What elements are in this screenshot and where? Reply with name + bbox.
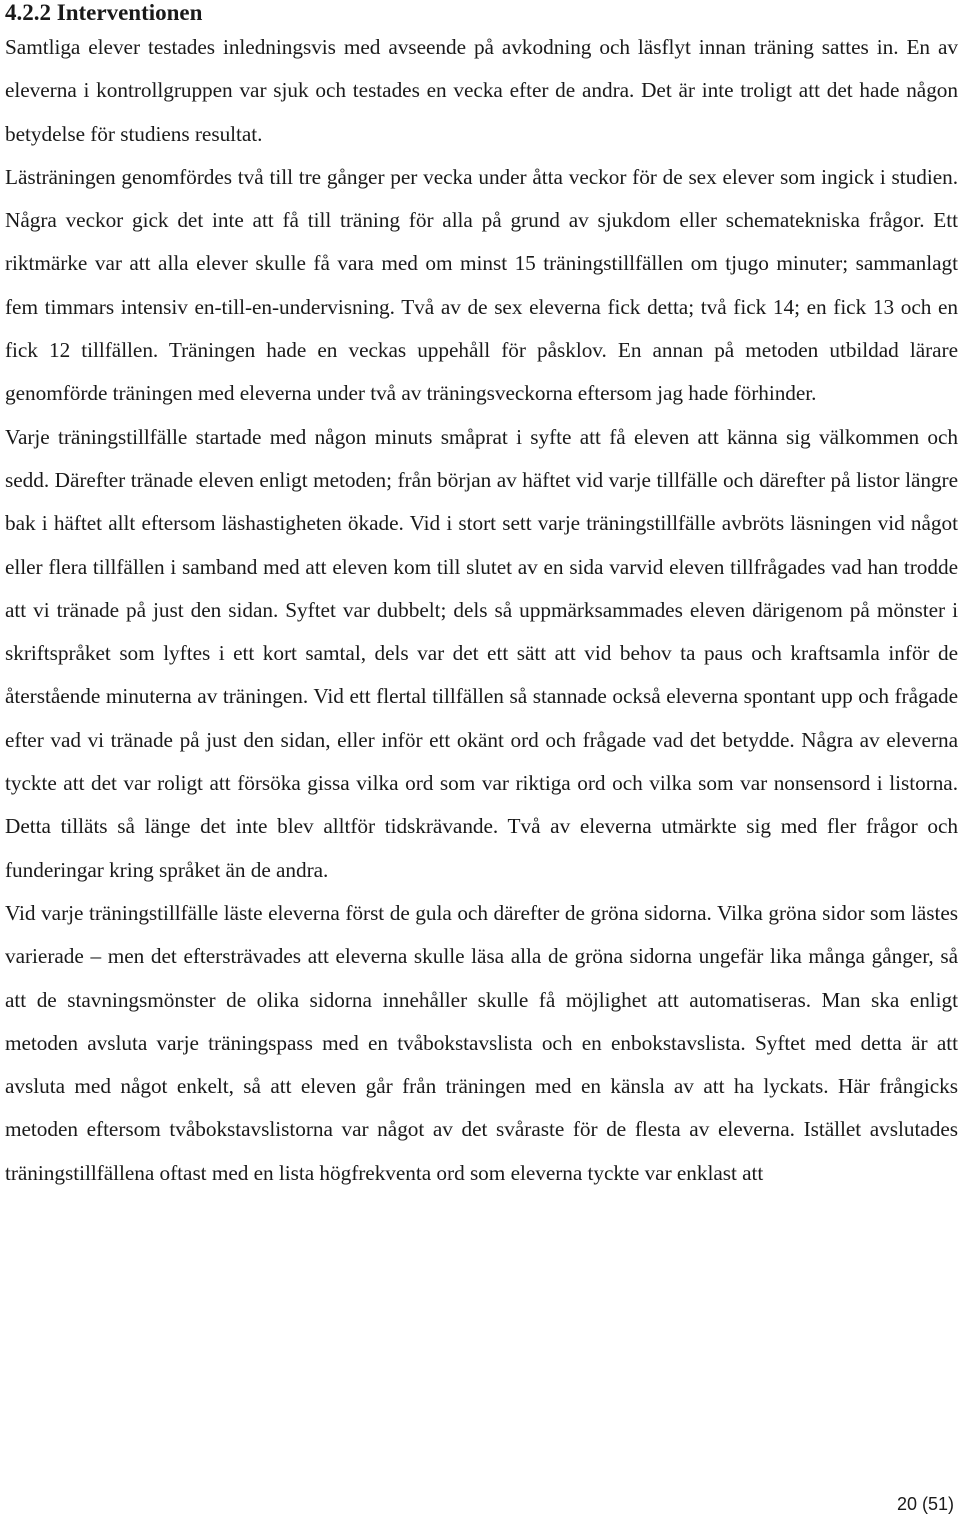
paragraph-intro: Samtliga elever testades inledningsvis med avseende på avkodning och läsflyt innan träning sattes in. En av eleverna i kontrollgruppen var sjuk och testades en vecka efter de andra. Det är inte troligt att det hade någon betydelse för studiens resultat. [5, 35, 958, 146]
paragraph-training-schedule: Lästräningen genomfördes två till tre gånger per vecka under åtta veckor för de sex elever som ingick i studien. Några veckor gick det inte att få till träning för alla på grund av sjukdom eller schematekniska frågor. Ett riktmärke var att alla elever skulle få vara med om minst 15 träningstillfällen om tjugo minuter; sammanlagt fem timmars intensiv en-till-en-undervisning. Två av de sex eleverna fick detta; två fick 14; en fick 13 och en fick 12 tillfällen. Träningen hade en veckas uppehåll för påsklov. En annan på metoden utbildad lärare genomförde träningen med eleverna under två av träningsveckorna eftersom jag hade förhinder. [5, 164, 958, 406]
section-heading: 4.2.2 Interventionen [5, 0, 203, 25]
document-page [5, 0, 958, 1195]
page-number: 20 (51) [896, 1494, 954, 1514]
paragraph-session-structure: Varje träningstillfälle startade med någon minuts småprat i syfte att få eleven att känna sig välkommen och sedd. Därefter tränade eleven enligt metoden; från början av häftet vid varje tillfälle och därefter på listor längre bak i häftet allt eftersom läshastigheten ökade. Vid i stort sett varje träningstillfälle avbröts läsningen vid något eller flera tillfällen i samband med att eleven kom till slutet av en sida varvid eleven tillfrågades vad han trodde att vi tränade på just den sidan. Syftet var dubbelt; dels så uppmärksammades eleven därigenom på mönster i skriftspråket som lyftes i ett kort samtal, dels var det ett sätt att vid behov ta paus och kraftsamla inför de återstående minuterna av träningen. Vid ett flertal tillfällen så stannade också eleverna spontant upp och frågade efter vad vi tränade på just den sidan, eller inför ett okänt ord och frågade vad det betydde. Några av eleverna tyckte att det var roligt att försöka gissa vilka ord som var riktiga ord och vilka som var nonsensord i listorna. Detta tilläts så länge det inte blev alltför tidskrävande. Två av eleverna utmärkte sig med fler frågor och funderingar kring språket än de andra. [5, 424, 958, 882]
paragraph-reading-order: Vid varje träningstillfälle läste eleverna först de gula och därefter de gröna sidorna. Vilka gröna sidor som lästes varierade – men det eftersträvades att eleverna skulle läsa alla de gröna sidorna ungefär lika många gånger, så att de stavningsmönster de olika sidorna innehåller skulle få möjlighet att automatiseras. Man ska enligt metoden avsluta varje träningspass med en tvåbokstavslista och en enbokstavslista. Syftet med detta är att avsluta med något enkelt, så att eleven går från träningen med en känsla av att ha lyckats. Här frångicks metoden eftersom tvåbokstavslistorna var något av det svåraste för de flesta av eleverna. Istället avslutades träningstillfällena oftast med en lista högfrekventa ord som eleverna tyckte var enklast att [5, 900, 958, 1185]
